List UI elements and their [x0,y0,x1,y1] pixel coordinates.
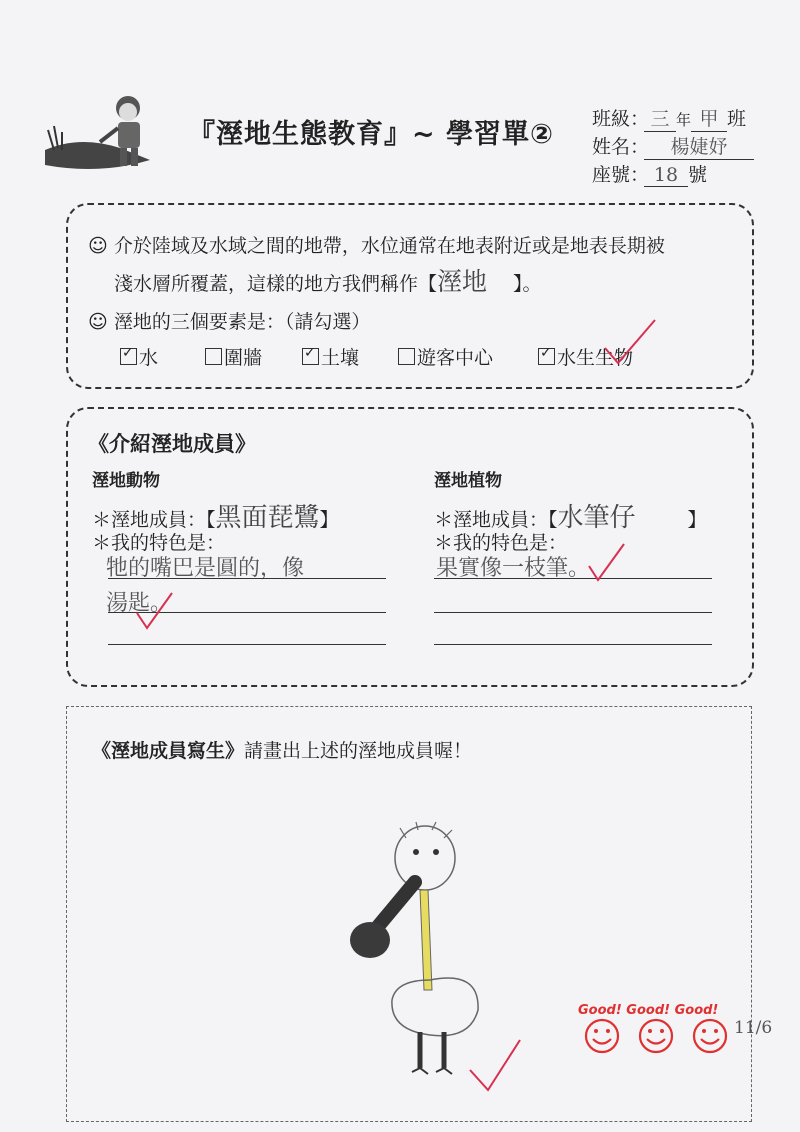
spoonbill-drawing [320,820,550,1100]
class-row [592,104,746,132]
animal-feature-line-1[interactable]: 牠的嘴巴是圓的，像 [106,556,305,581]
option-label: 遊客中心 [417,347,494,369]
animal-feature-label: ＊我的特色是： [92,532,226,554]
members-heading: 《介紹溼地成員》 [88,432,256,456]
option-water[interactable] [120,343,158,370]
answer-wetland[interactable]: 溼地 [437,267,488,296]
drawing-instruction: 請畫出上述的溼地成員喔！ [244,740,473,762]
answer-line [108,644,386,645]
checkbox-icon[interactable] [302,348,319,365]
drawing-prompt [92,736,472,763]
checkmark-icon [584,540,634,586]
question-1-text-2: 淺水層所覆蓋，這樣的地方我們稱作【 [114,273,438,295]
worksheet-title: 『溼地生態教育』~ 學習單② [188,119,554,150]
animal-member-label: ＊溼地成員：【 [92,509,216,531]
checkmark-icon [600,318,660,368]
option-wall[interactable] [205,343,262,370]
question-2 [88,307,370,334]
question-1-close: 】。 [513,273,542,295]
option-visitor-center[interactable] [398,343,493,370]
option-label: 土壤 [321,347,360,369]
class-grade: 三 [644,104,676,132]
seat-suffix: 號 [688,164,708,186]
name-row [592,132,754,160]
name-label: 姓名： [592,136,650,158]
plant-feature-label: ＊我的特色是： [434,532,568,554]
question-1-text: 介於陸域及水域之間的地帶，水位通常在地表附近或是地表長期被 [113,235,665,257]
class-year-label: 年 [676,111,692,129]
seat-row [592,160,707,187]
plant-member-close: 】 [687,509,707,531]
drawing-heading: 《溼地成員寫生》 [92,740,245,762]
animal-member-value[interactable]: 黑面琵鷺 [215,503,320,533]
date-mark: 11/6 [734,1018,773,1038]
class-label: 班級： [592,108,650,130]
question-2-text: 溼地的三個要素是：（請勾選） [113,311,371,333]
plant-member-value[interactable]: 水筆仔 [557,503,636,533]
animal-member-close: 】 [319,509,339,531]
option-soil[interactable] [302,343,359,370]
mascot-illustration [40,90,160,180]
stamp-text: Good! Good! Good! [578,1003,719,1018]
class-suffix: 班 [727,108,747,130]
plant-feature-line-1[interactable]: 果實像一枝筆。 [436,556,591,581]
plant-title: 溼地植物 [434,471,502,491]
seat-value: 18 [644,164,688,187]
answer-line [108,578,386,579]
name-value: 楊婕妤 [644,132,754,160]
question-1-line-2 [114,262,542,298]
option-label: 水生生物 [557,347,634,369]
animal-title: 溼地動物 [92,471,160,491]
option-label: 水 [139,347,159,369]
answer-line [434,578,712,579]
class-section: 甲 [691,104,727,132]
seat-label: 座號： [592,164,650,186]
smiley-icon: ☺ [88,235,108,257]
checkmark-icon [132,588,192,638]
smiley-icon: ☺ [88,311,108,333]
checkbox-icon[interactable] [120,348,137,365]
plant-member-label: ＊溼地成員：【 [434,509,558,531]
option-label: 圍牆 [224,347,263,369]
checkbox-icon[interactable] [398,348,415,365]
question-1-line-1 [88,231,665,258]
stamp-smiley-icon [582,1015,732,1057]
answer-line [434,612,712,613]
answer-line [434,644,712,645]
checkbox-icon[interactable] [205,348,222,365]
animal-feature-line-2[interactable]: 湯匙。 [106,591,173,616]
checkbox-icon[interactable] [538,348,555,365]
